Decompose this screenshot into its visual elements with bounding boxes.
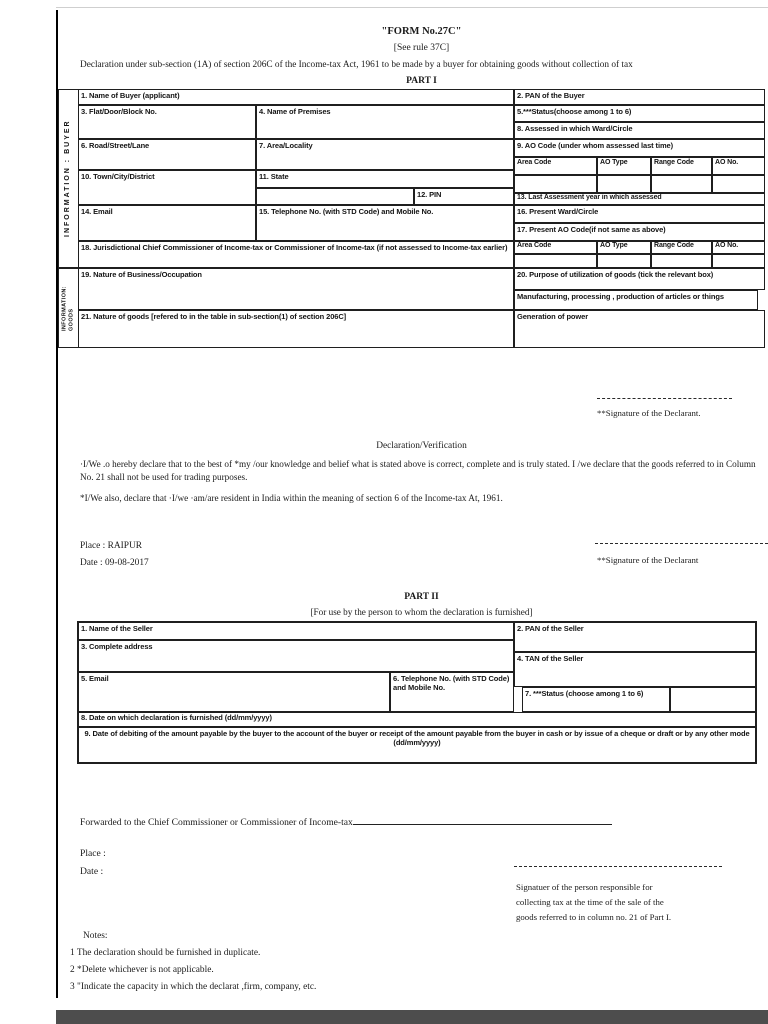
ao-header-area-code-2: Area Code: [514, 241, 597, 254]
ao-input-range-code-2: [651, 254, 712, 268]
ao-input-ao-no-1: [712, 175, 765, 193]
ao-header-ao-no-1: AO No.: [712, 157, 765, 175]
note-3: 3 "Indicate the capacity in which the declarat ,firm, company, etc.: [70, 982, 317, 992]
signature1-dotted-line: [597, 398, 732, 399]
field-20-purpose-of-utilization: 20. Purpose of utilization of goods (tick the relevant box): [514, 268, 765, 290]
seller-3-complete-address: 3. Complete address: [78, 640, 514, 672]
field-13-last-assessment-year: 13. Last Assessment year in which assessed: [514, 193, 765, 205]
sidebar-goods-label-line2: GOODS: [68, 308, 75, 331]
seller-4-tan: 4. TAN of the Seller: [514, 652, 756, 687]
signature3-caption-line3: goods referred to in column no. 21 of Part I.: [516, 912, 672, 922]
note-1: 1 The declaration should be furnished in duplicate.: [70, 948, 261, 958]
seller-6-telephone: 6. Telephone No. (with STD Code) and Mobile No.: [390, 672, 514, 712]
page-bottom-gap: [56, 1010, 768, 1024]
forwarded-underline: [353, 814, 612, 825]
field-11-state: 11. State: [256, 170, 514, 188]
seller-7-status-box: [670, 687, 756, 712]
signature2-dotted-line: [595, 543, 768, 544]
field-6-road-street-lane: 6. Road/Street/Lane: [78, 139, 256, 170]
field-2-pan-of-buyer: 2. PAN of the Buyer: [514, 89, 765, 105]
seller-7-status: 7. ***Status (choose among 1 to 6): [522, 687, 670, 712]
field-10-town-city-district: 10. Town/City/District: [78, 170, 256, 205]
ao-header-ao-type-1: AO Type: [597, 157, 651, 175]
field-9-ao-code: 9. AO Code (under whom assessed last time): [514, 139, 765, 157]
option-generation-of-power: Generation of power: [514, 310, 765, 348]
signature3-caption: [516, 880, 736, 925]
sidebar-information-goods: [58, 268, 79, 348]
ao-header-range-code-2: Range Code: [651, 241, 712, 254]
forwarded-line: [80, 814, 612, 828]
declaration-place: Place : RAIPUR: [80, 541, 142, 551]
seller-5-email: 5. Email: [78, 672, 390, 712]
field-21-nature-of-goods: 21. Nature of goods [refered to in the table in sub-section(1) of section 206C]: [78, 310, 514, 348]
ao-header-ao-type-2: AO Type: [597, 241, 651, 254]
field-15-telephone: 15. Telephone No. (with STD Code) and Mobile No.: [256, 205, 514, 241]
seller-1-name: 1. Name of the Seller: [78, 622, 514, 640]
ao-input-area-code-2: [514, 254, 597, 268]
field-1-name-of-buyer: 1. Name of Buyer (applicant): [78, 89, 514, 105]
declaration-para2: *I/We also, declare that ·I/we ·am/are resident in India within the meaning of section 6 of the Income-tax At, 1961.: [80, 493, 503, 503]
ao-input-ao-type-2: [597, 254, 651, 268]
ao-input-ao-type-1: [597, 175, 651, 193]
option-manufacturing: Manufacturing, processing , production of articles or things: [514, 290, 758, 310]
signature3-dotted-line: [514, 866, 722, 867]
rule-reference: [See rule 37C]: [393, 43, 450, 53]
field-5-status: 5.***Status(choose among 1 to 6): [514, 105, 765, 122]
form-subtitle: Declaration under sub-section (1A) of section 206C of the Income-tax Act, 1961 to be made by a buyer for obtaining goods without collection of tax: [80, 60, 633, 70]
footer-date-label: Date :: [80, 866, 104, 877]
page-top-edge-line: [56, 7, 768, 8]
declaration-title: Declaration/Verification: [376, 441, 467, 451]
signature3-caption-line1: Signatuer of the person responsible for: [516, 882, 653, 892]
part2-title: PART II: [404, 592, 439, 602]
sidebar-goods-label-line1: INFORMATION:: [61, 285, 68, 331]
footer-place-label: Place :: [80, 848, 106, 859]
field-16-present-ward: 16. Present Ward/Circle: [514, 205, 765, 223]
declaration-date: Date : 09-08-2017: [80, 558, 149, 568]
signature2-label: **Signature of the Declarant: [597, 555, 699, 565]
signature1-label: **Signature of the Declarant.: [597, 408, 701, 418]
seller-8-date-furnished: 8. Date on which declaration is furnished (dd/mm/yyyy): [78, 712, 756, 727]
declaration-para1: ·I/We .o hereby declare that to the best of *my /our knowledge and belief what is stated above is correct, complete and is truly stated. I /we declare that the goods referred to in Column No. 21 shall not be used for trading purposes.: [80, 459, 756, 482]
part1-title: PART I: [406, 76, 437, 86]
ao-header-range-code-1: Range Code: [651, 157, 712, 175]
note-2: 2 *Delete whichever is not applicable.: [70, 965, 214, 975]
sidebar-information-buyer: [58, 89, 79, 268]
field-12-pin: 12. PIN: [414, 188, 514, 205]
notes-title: Notes:: [83, 931, 108, 941]
ao-input-ao-no-2: [712, 254, 765, 268]
field-7-area-locality: 7. Area/Locality: [256, 139, 514, 170]
forwarded-text: Forwarded to the Chief Commissioner or Commissioner of Income-tax: [80, 817, 353, 828]
field-18-jurisdictional-commissioner: 18. Jurisdictional Chief Commissioner of Income-tax or Commissioner of Income-tax (if not assessed to Income-tax earlier): [78, 241, 514, 268]
part2-subtitle: [For use by the person to whom the declaration is furnished]: [310, 607, 533, 617]
signature3-caption-line2: collecting tax at the time of the sale of the: [516, 897, 664, 907]
seller-2-pan: 2. PAN of the Seller: [514, 622, 756, 652]
field-4-name-of-premises: 4. Name of Premises: [256, 105, 514, 139]
seller-9-date-of-debiting: 9. Date of debiting of the amount payable by the buyer to the account of the buyer or receipt of the amount payable from the buyer in cash or by issue of a cheque or draft or by any other mode (dd/mm/yyyy): [78, 727, 756, 763]
ao-input-area-code-1: [514, 175, 597, 193]
field-3-flat-door-block: 3. Flat/Door/Block No.: [78, 105, 256, 139]
field-17-present-ao-code: 17. Present AO Code(if not same as above): [514, 223, 765, 241]
cell-blank-under-state: [256, 188, 414, 205]
ao-header-ao-no-2: AO No.: [712, 241, 765, 254]
sidebar-buyer-label: INFORMATION : BUYER: [64, 119, 72, 238]
field-14-email: 14. Email: [78, 205, 256, 241]
form-title: "FORM No.27C": [381, 26, 462, 37]
field-8-assessed-ward: 8. Assessed in which Ward/Circle: [514, 122, 765, 139]
field-19-nature-of-business: 19. Nature of Business/Occupation: [78, 268, 514, 310]
ao-header-area-code-1: Area Code: [514, 157, 597, 175]
ao-input-range-code-1: [651, 175, 712, 193]
